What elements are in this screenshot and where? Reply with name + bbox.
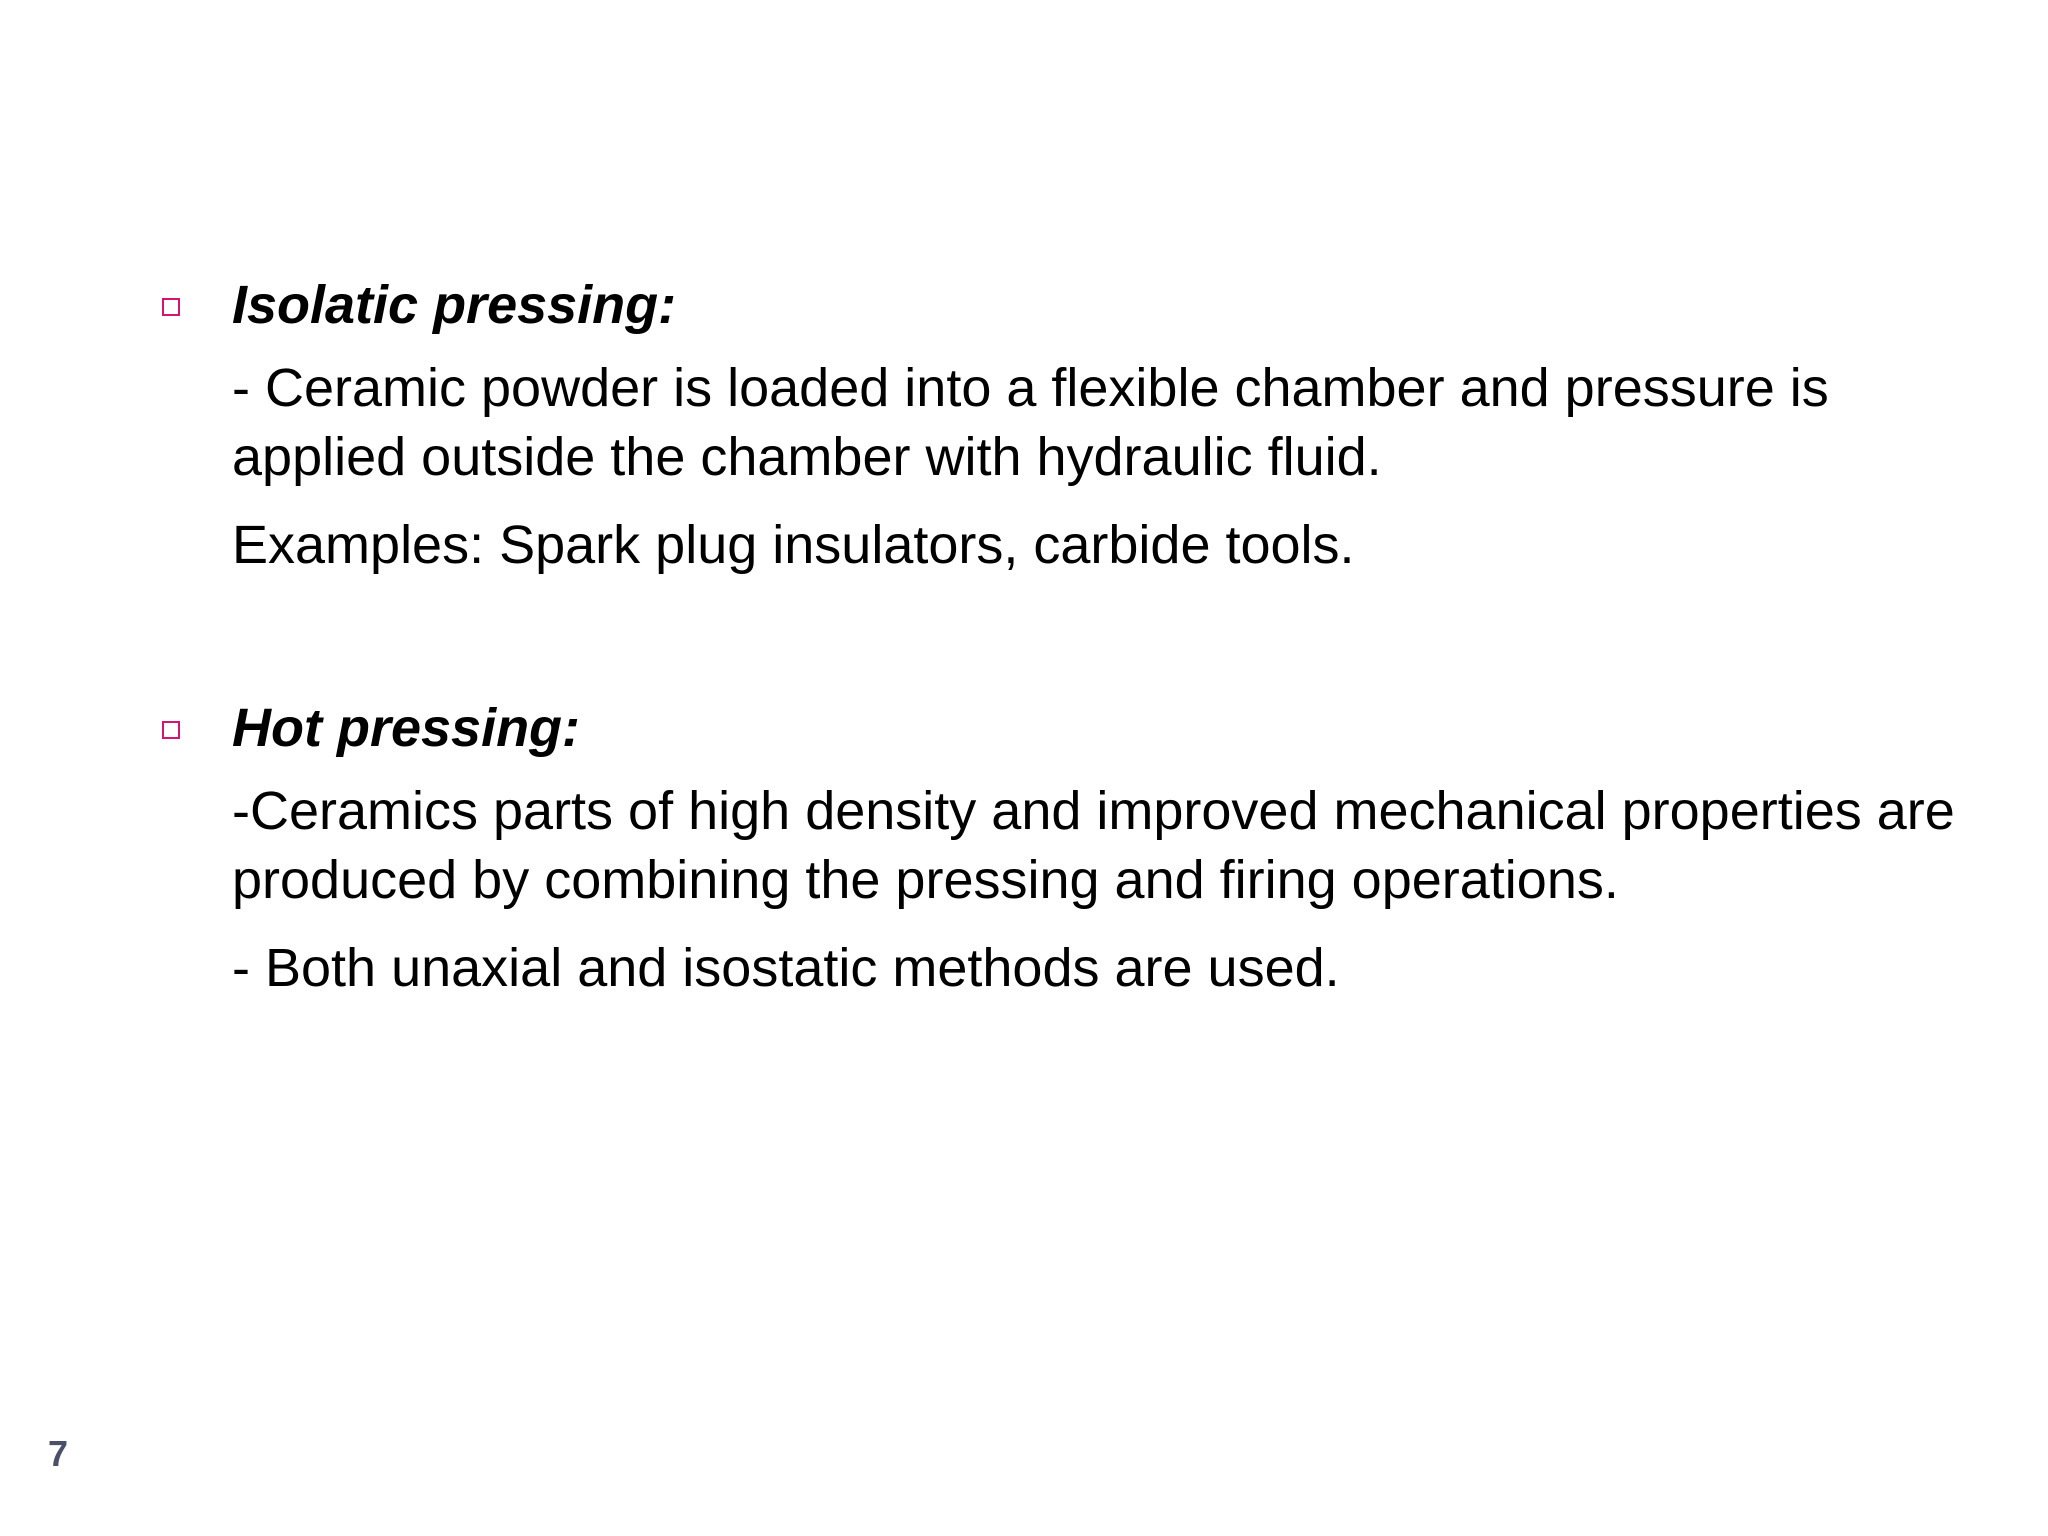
section-heading: Isolatic pressing: xyxy=(232,275,677,335)
section-hot-pressing xyxy=(0,693,2048,1003)
section-paragraph: - Ceramic powder is loaded into a flexible chamber and pressure is applied outside the chamber with hydraulic fluid. xyxy=(232,358,1829,487)
section-heading-row xyxy=(0,270,2048,340)
section-paragraph: - Both unaxial and isostatic methods are used. xyxy=(232,938,1340,998)
section-paragraph: -Ceramics parts of high density and improved mechanical properties are produced by combining the pressing and firing operations. xyxy=(232,781,1955,910)
hollow-square-bullet-icon xyxy=(162,298,180,316)
section-isolatic-pressing xyxy=(0,270,2048,580)
section-heading: Hot pressing: xyxy=(232,698,581,758)
section-heading-row xyxy=(0,693,2048,763)
page-number: 7 xyxy=(48,1433,69,1474)
section-paragraph: Examples: Spark plug insulators, carbide tools. xyxy=(232,515,1355,575)
hollow-square-bullet-icon xyxy=(162,721,180,739)
